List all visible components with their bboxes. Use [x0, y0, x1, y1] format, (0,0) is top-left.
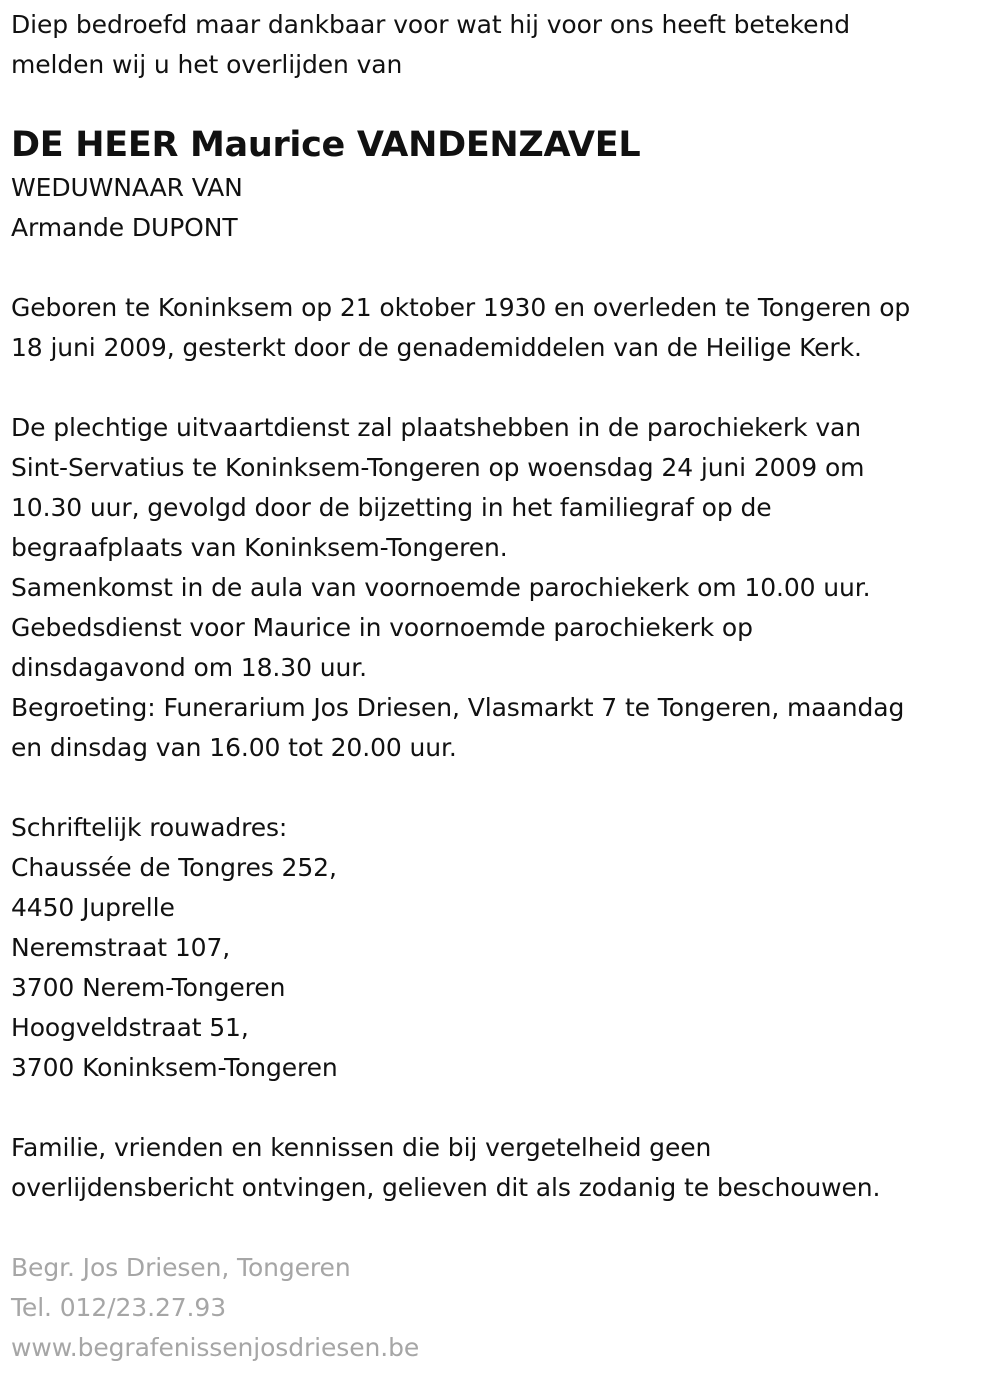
service-paragraph	[11, 408, 986, 768]
text-line: De plechtige uitvaartdienst zal plaatshebben in de parochiekerk van	[11, 413, 861, 442]
intro-line: melden wij u het overlijden van	[11, 50, 403, 79]
spacer	[11, 1208, 986, 1248]
text-line: Sint-Servatius te Koninksem-Tongeren op woensdag 24 juni 2009 om	[11, 453, 865, 482]
spacer	[11, 248, 986, 288]
spacer	[11, 768, 986, 808]
text-line: dinsdagavond om 18.30 uur.	[11, 653, 367, 682]
text-line: en dinsdag van 16.00 tot 20.00 uur.	[11, 733, 457, 762]
mourning-addresses	[11, 808, 986, 1088]
undertaker-footer	[11, 1248, 986, 1368]
spacer	[11, 368, 986, 408]
text-line: 10.30 uur, gevolgd door de bijzetting in het familiegraf op de	[11, 493, 772, 522]
undertaker-name: Begr. Jos Driesen, Tongeren	[11, 1253, 351, 1282]
deceased-name: DE HEER Maurice VANDENZAVEL	[11, 125, 641, 165]
text-line: Familie, vrienden en kennissen die bij vergetelheid geen	[11, 1133, 712, 1162]
address-line: Hoogveldstraat 51,	[11, 1013, 249, 1042]
text-line: Samenkomst in de aula van voornoemde parochiekerk om 10.00 uur.	[11, 573, 871, 602]
spacer	[11, 1088, 986, 1128]
text-line: 18 juni 2009, gesterkt door de genademiddelen van de Heilige Kerk.	[11, 333, 862, 362]
text-line: overlijdensbericht ontvingen, gelieven dit als zodanig te beschouwen.	[11, 1173, 881, 1202]
text-line: Geboren te Koninksem op 21 oktober 1930 en overleden te Tongeren op	[11, 293, 911, 322]
text-line: begraafplaats van Koninksem-Tongeren.	[11, 533, 508, 562]
text-line: Begroeting: Funerarium Jos Driesen, Vlasmarkt 7 te Tongeren, maandag	[11, 693, 905, 722]
obituary-notice	[11, 0, 986, 1368]
text-line: Gebedsdienst voor Maurice in voornoemde parochiekerk op	[11, 613, 753, 642]
address-line: Neremstraat 107,	[11, 933, 231, 962]
intro-line: Diep bedroefd maar dankbaar voor wat hij voor ons heeft betekend	[11, 10, 850, 39]
notice-paragraph	[11, 1128, 986, 1208]
birth-death-paragraph	[11, 288, 986, 368]
marital-status: WEDUWNAAR VAN	[11, 173, 243, 202]
address-line: 4450 Juprelle	[11, 893, 175, 922]
undertaker-website: www.begrafenissenjosdriesen.be	[11, 1333, 420, 1362]
undertaker-phone: Tel. 012/23.27.93	[11, 1293, 227, 1322]
intro-paragraph	[11, 5, 986, 85]
address-line: 3700 Nerem-Tongeren	[11, 973, 286, 1002]
address-line: 3700 Koninksem-Tongeren	[11, 1053, 338, 1082]
spouse-name: Armande DUPONT	[11, 213, 238, 242]
address-line: Chaussée de Tongres 252,	[11, 853, 337, 882]
address-heading: Schriftelijk rouwadres:	[11, 813, 288, 842]
